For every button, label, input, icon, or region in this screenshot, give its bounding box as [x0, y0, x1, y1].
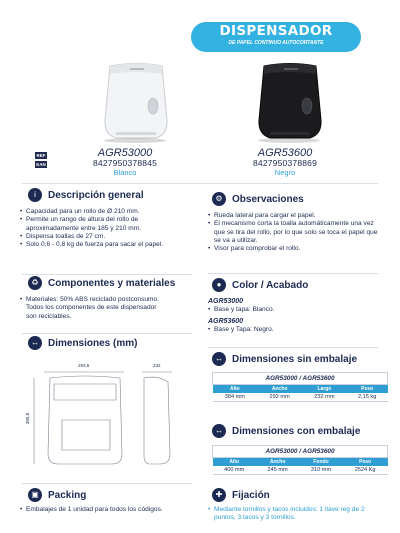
list-item: • Mediante tornillos y tacos incluidos: 1 llave reg de 2 puntos, 3 tacos y 3 tornillos.	[208, 506, 388, 523]
section-descripcion	[28, 188, 198, 249]
table-cell: 384 mm	[213, 393, 258, 402]
ref-ean-tags	[35, 152, 47, 170]
column-header: Largo	[302, 385, 347, 393]
table-cell: 245 mm	[256, 466, 299, 475]
column-header: Peso	[343, 458, 388, 466]
column-header: Alto	[213, 458, 256, 466]
table-cell: 400 mm	[213, 466, 256, 475]
ruler-icon: ↔	[28, 336, 42, 350]
dimension-label: 385,8	[25, 412, 31, 425]
ean-code: 8427950378869	[252, 158, 318, 168]
table-cell: 310 mm	[299, 466, 342, 475]
column-header: Alto	[213, 385, 258, 393]
section-title: Dimensiones con embalaje	[232, 425, 361, 437]
table-sin-embalaje	[212, 372, 388, 402]
table-cell: 2524 Kg	[343, 466, 388, 475]
table-row	[213, 393, 388, 402]
list-item: • Materiales: 50% ABS reciclado postconsumo. Todos los componentes de este dispensador son reciclables.	[20, 296, 160, 321]
table-row	[213, 466, 388, 475]
section-title: Observaciones	[232, 193, 304, 205]
section-packing	[28, 488, 198, 514]
ref-code: AGR53000	[97, 147, 153, 159]
divider	[22, 274, 192, 275]
section-title: Dimensiones sin embalaje	[232, 353, 358, 365]
section-fijacion	[212, 488, 392, 523]
list-item: • Capacidad para un rollo de Ø 210 mm.	[20, 208, 192, 216]
page-subtitle: DE PAPEL CONTINUO AUTOCORTANTE	[228, 40, 324, 46]
technical-drawing	[22, 360, 192, 472]
section-title: Descripción general	[48, 189, 144, 201]
list-item: • Permite un rango de altura del rollo de aproximadamente entre 185 y 210 mm.	[20, 216, 192, 233]
divider	[22, 333, 192, 334]
product-ref-white	[70, 148, 180, 177]
column-header: Ancho	[256, 458, 299, 466]
table-cell: 232 mm	[302, 393, 347, 402]
section-con-embalaje	[212, 424, 392, 438]
variant-ref: AGR53000	[208, 298, 244, 305]
product-image-white	[96, 62, 176, 151]
list-item: • Solo 0,6 - 0,8 kg de fuerza para sacar el papel.	[20, 241, 192, 249]
recycle-icon: ♻	[28, 276, 42, 290]
color-name: Blanco	[113, 168, 137, 177]
column-header: Fondo	[299, 458, 342, 466]
list-item: • Rueda lateral para cargar el papel.	[208, 212, 386, 220]
table-cell: 292 mm	[257, 393, 302, 402]
section-color-acabado	[208, 278, 390, 335]
table-header: AGR53000 / AGR53600	[213, 446, 388, 458]
section-title: Componentes y materiales	[48, 277, 176, 289]
dimension-label: 232	[153, 363, 161, 368]
section-sin-embalaje	[212, 352, 392, 366]
divider	[208, 273, 378, 274]
section-title: Packing	[48, 489, 87, 501]
page-title: DISPENSADOR	[219, 23, 333, 39]
column-header: Peso	[347, 385, 388, 393]
list-item: • Base y tapa: Blanco.	[208, 306, 390, 314]
product-image-black	[250, 62, 330, 151]
section-title: Dimensiones (mm)	[48, 337, 138, 349]
list-item: • Dispensa toallas de 27 cm.	[20, 233, 192, 241]
ruler-icon: ↔	[212, 352, 226, 366]
section-componentes	[28, 276, 198, 321]
table-cell: 2,15 kg	[347, 393, 388, 402]
product-ref-black	[230, 148, 340, 177]
ean-tag: EAN	[36, 162, 46, 167]
ref-tag: REF	[36, 153, 46, 158]
divider	[208, 347, 378, 348]
section-dimensiones	[28, 336, 198, 350]
ean-code: 8427950378845	[92, 158, 158, 168]
ruler-icon: ↔	[212, 424, 226, 438]
gear-icon: ⚙	[212, 192, 226, 206]
screw-icon: ✚	[212, 488, 226, 502]
divider	[22, 183, 378, 184]
ref-code: AGR53600	[257, 147, 313, 159]
divider	[22, 483, 192, 484]
palette-icon: ●	[212, 278, 226, 292]
section-title: Fijación	[232, 489, 270, 501]
list-item: • Visor para comprobar el rollo.	[208, 245, 386, 253]
section-title: Color / Acabado	[232, 279, 309, 291]
info-icon: i	[28, 188, 42, 202]
variant-ref: AGR53600	[208, 318, 244, 326]
table-con-embalaje	[212, 445, 388, 475]
list-item: • Base y Tapa: Negro.	[208, 326, 390, 334]
column-header: Ancho	[257, 385, 302, 393]
section-observaciones	[212, 192, 390, 253]
list-item: • El mecanismo corta la toalla automáticamente una vez que se tira del rollo, por lo que solo se toca el papel que se va a utilizar.	[208, 220, 386, 245]
list-item: • Embalajes de 1 unidad para todos los códigos.	[20, 506, 170, 514]
box-icon: ▣	[28, 488, 42, 502]
dimension-label: 293,5	[78, 363, 90, 368]
table-header: AGR53000 / AGR53600	[213, 373, 388, 385]
color-name: Negro	[274, 168, 296, 177]
title-banner	[191, 22, 361, 52]
